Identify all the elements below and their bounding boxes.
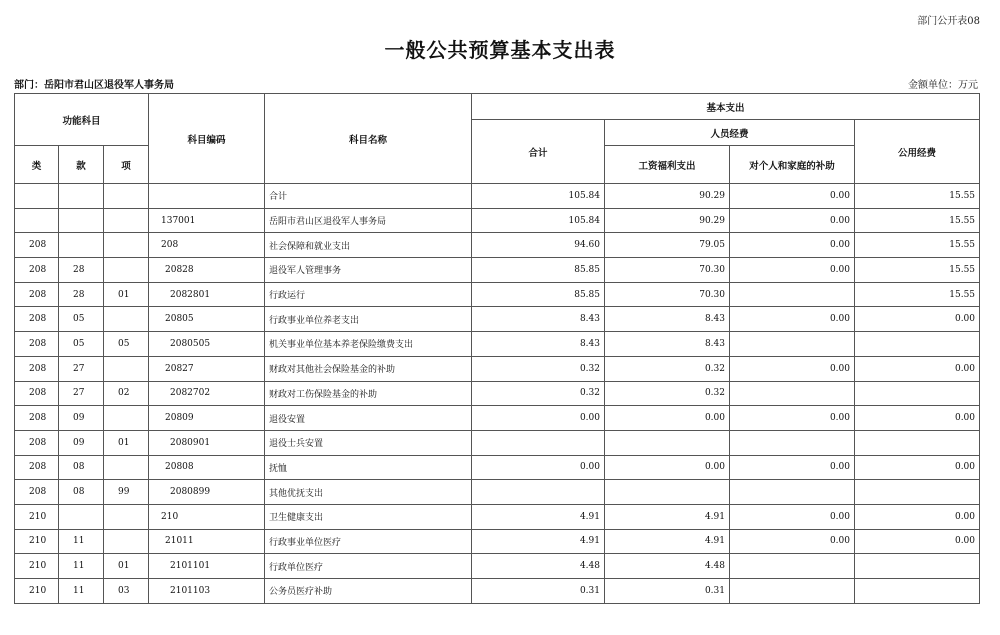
cell-lei: 208 <box>15 406 59 431</box>
table-row <box>15 406 980 431</box>
cell-wage: 0.00 <box>605 406 730 431</box>
cell-subsidy: 0.00 <box>730 233 855 258</box>
cell-public: 0.00 <box>855 455 980 480</box>
cell-total: 85.85 <box>472 282 605 307</box>
cell-xiang <box>104 258 149 283</box>
cell-total: 0.00 <box>472 455 605 480</box>
cell-xiang: 01 <box>104 430 149 455</box>
cell-lei: 210 <box>15 504 59 529</box>
cell-name: 抚恤 <box>265 455 472 480</box>
cell-name: 其他优抚支出 <box>265 480 472 505</box>
cell-total: 4.91 <box>472 504 605 529</box>
department-label: 部门：岳阳市君山区退役军人事务局 <box>14 80 174 91</box>
cell-name: 行政事业单位医疗 <box>265 529 472 554</box>
cell-public: 0.00 <box>855 307 980 332</box>
cell-name: 公务员医疗补助 <box>265 579 472 604</box>
cell-code: 20828 <box>149 258 265 283</box>
cell-kuan <box>59 504 104 529</box>
cell-public <box>855 480 980 505</box>
cell-public: 0.00 <box>855 529 980 554</box>
cell-name: 行政单位医疗 <box>265 554 472 579</box>
cell-public: 0.00 <box>855 504 980 529</box>
cell-lei: 210 <box>15 579 59 604</box>
cell-code: 210 <box>149 504 265 529</box>
cell-code: 2080901 <box>149 430 265 455</box>
cell-name: 财政对工伤保险基金的补助 <box>265 381 472 406</box>
cell-subsidy: 0.00 <box>730 455 855 480</box>
cell-kuan: 11 <box>59 579 104 604</box>
cell-subsidy <box>730 381 855 406</box>
header-wage: 工资福利支出 <box>605 146 730 184</box>
cell-wage: 70.30 <box>605 258 730 283</box>
cell-code: 21011 <box>149 529 265 554</box>
cell-code: 20808 <box>149 455 265 480</box>
cell-kuan: 11 <box>59 529 104 554</box>
header-lei: 类 <box>15 146 59 184</box>
cell-public: 15.55 <box>855 282 980 307</box>
cell-xiang: 99 <box>104 480 149 505</box>
cell-lei <box>15 184 59 209</box>
cell-lei: 208 <box>15 282 59 307</box>
header-subsidy: 对个人和家庭的补助 <box>730 146 855 184</box>
cell-subsidy: 0.00 <box>730 504 855 529</box>
cell-public: 15.55 <box>855 233 980 258</box>
header-personnel: 人员经费 <box>605 120 855 146</box>
cell-xiang: 01 <box>104 282 149 307</box>
cell-total: 105.84 <box>472 208 605 233</box>
cell-wage: 8.43 <box>605 332 730 357</box>
cell-name: 机关事业单位基本养老保险缴费支出 <box>265 332 472 357</box>
cell-xiang: 03 <box>104 579 149 604</box>
cell-code: 208 <box>149 233 265 258</box>
cell-xiang: 02 <box>104 381 149 406</box>
form-code: 部门公开表08 <box>917 16 980 27</box>
cell-total: 105.84 <box>472 184 605 209</box>
cell-kuan: 28 <box>59 258 104 283</box>
cell-total: 0.00 <box>472 406 605 431</box>
table-row <box>15 233 980 258</box>
cell-wage: 70.30 <box>605 282 730 307</box>
cell-public <box>855 554 980 579</box>
cell-xiang <box>104 307 149 332</box>
cell-subsidy: 0.00 <box>730 529 855 554</box>
cell-xiang <box>104 529 149 554</box>
table-row <box>15 455 980 480</box>
header-code: 科目编码 <box>149 94 265 184</box>
cell-public: 15.55 <box>855 258 980 283</box>
cell-public: 15.55 <box>855 208 980 233</box>
cell-wage: 79.05 <box>605 233 730 258</box>
cell-lei: 208 <box>15 381 59 406</box>
cell-code: 2082702 <box>149 381 265 406</box>
header-func-subject: 功能科目 <box>15 94 149 146</box>
header-public: 公用经费 <box>855 120 980 184</box>
table-row <box>15 307 980 332</box>
table-row <box>15 504 980 529</box>
cell-public: 15.55 <box>855 184 980 209</box>
cell-subsidy: 0.00 <box>730 356 855 381</box>
cell-code: 20827 <box>149 356 265 381</box>
cell-xiang <box>104 208 149 233</box>
cell-kuan: 27 <box>59 356 104 381</box>
cell-xiang <box>104 504 149 529</box>
cell-code: 20809 <box>149 406 265 431</box>
cell-code: 137001 <box>149 208 265 233</box>
cell-subsidy <box>730 282 855 307</box>
cell-total: 0.32 <box>472 356 605 381</box>
cell-wage: 4.91 <box>605 529 730 554</box>
cell-wage: 0.32 <box>605 381 730 406</box>
cell-code: 2101101 <box>149 554 265 579</box>
cell-lei: 208 <box>15 480 59 505</box>
cell-public <box>855 332 980 357</box>
cell-subsidy <box>730 480 855 505</box>
cell-lei: 208 <box>15 233 59 258</box>
cell-kuan <box>59 184 104 209</box>
cell-kuan <box>59 208 104 233</box>
table-body <box>15 184 980 604</box>
table-row <box>15 208 980 233</box>
cell-wage <box>605 480 730 505</box>
cell-code: 2080899 <box>149 480 265 505</box>
table-row <box>15 184 980 209</box>
cell-code: 2101103 <box>149 579 265 604</box>
cell-wage: 4.91 <box>605 504 730 529</box>
cell-subsidy <box>730 430 855 455</box>
header-kuan: 款 <box>59 146 104 184</box>
cell-total: 4.48 <box>472 554 605 579</box>
cell-subsidy: 0.00 <box>730 307 855 332</box>
cell-total: 4.91 <box>472 529 605 554</box>
header-basic: 基本支出 <box>472 94 980 120</box>
cell-lei: 210 <box>15 554 59 579</box>
cell-lei: 208 <box>15 258 59 283</box>
table-row <box>15 282 980 307</box>
cell-public: 0.00 <box>855 356 980 381</box>
cell-xiang <box>104 406 149 431</box>
page-title: 一般公共预算基本支出表 <box>384 38 616 62</box>
table-row <box>15 381 980 406</box>
cell-code: 2082801 <box>149 282 265 307</box>
cell-public <box>855 579 980 604</box>
cell-name: 行政运行 <box>265 282 472 307</box>
cell-name: 退役安置 <box>265 406 472 431</box>
cell-wage: 0.00 <box>605 455 730 480</box>
table-row <box>15 579 980 604</box>
cell-kuan: 05 <box>59 307 104 332</box>
table-row <box>15 356 980 381</box>
cell-lei <box>15 208 59 233</box>
cell-subsidy: 0.00 <box>730 406 855 431</box>
cell-subsidy <box>730 579 855 604</box>
cell-xiang: 05 <box>104 332 149 357</box>
table-row <box>15 554 980 579</box>
cell-lei: 208 <box>15 356 59 381</box>
cell-name: 岳阳市君山区退役军人事务局 <box>265 208 472 233</box>
cell-kuan: 08 <box>59 480 104 505</box>
cell-total: 8.43 <box>472 332 605 357</box>
cell-kuan: 11 <box>59 554 104 579</box>
table-row <box>15 430 980 455</box>
unit-label: 金额单位：万元 <box>908 80 978 91</box>
cell-lei: 208 <box>15 455 59 480</box>
cell-xiang <box>104 455 149 480</box>
cell-wage: 90.29 <box>605 184 730 209</box>
cell-xiang <box>104 233 149 258</box>
cell-lei: 210 <box>15 529 59 554</box>
cell-subsidy <box>730 332 855 357</box>
cell-lei: 208 <box>15 430 59 455</box>
cell-name: 财政对其他社会保险基金的补助 <box>265 356 472 381</box>
header-xiang: 项 <box>104 146 149 184</box>
cell-total: 85.85 <box>472 258 605 283</box>
cell-code <box>149 184 265 209</box>
cell-name: 合计 <box>265 184 472 209</box>
cell-name: 行政事业单位养老支出 <box>265 307 472 332</box>
cell-subsidy: 0.00 <box>730 208 855 233</box>
cell-public <box>855 430 980 455</box>
cell-wage: 4.48 <box>605 554 730 579</box>
cell-public: 0.00 <box>855 406 980 431</box>
cell-subsidy: 0.00 <box>730 258 855 283</box>
cell-code: 20805 <box>149 307 265 332</box>
cell-total: 0.31 <box>472 579 605 604</box>
cell-total <box>472 480 605 505</box>
cell-subsidy <box>730 554 855 579</box>
cell-name: 退役军人管理事务 <box>265 258 472 283</box>
cell-wage <box>605 430 730 455</box>
cell-code: 2080505 <box>149 332 265 357</box>
cell-kuan <box>59 233 104 258</box>
cell-kuan: 27 <box>59 381 104 406</box>
header-total: 合计 <box>472 120 605 184</box>
cell-name: 退役士兵安置 <box>265 430 472 455</box>
cell-total: 0.32 <box>472 381 605 406</box>
cell-subsidy: 0.00 <box>730 184 855 209</box>
cell-kuan: 09 <box>59 430 104 455</box>
table-row <box>15 332 980 357</box>
cell-public <box>855 381 980 406</box>
table-row <box>15 480 980 505</box>
table-row <box>15 258 980 283</box>
cell-wage: 90.29 <box>605 208 730 233</box>
cell-kuan: 08 <box>59 455 104 480</box>
cell-total: 94.60 <box>472 233 605 258</box>
cell-total <box>472 430 605 455</box>
cell-name: 社会保障和就业支出 <box>265 233 472 258</box>
cell-lei: 208 <box>15 307 59 332</box>
cell-lei: 208 <box>15 332 59 357</box>
cell-kuan: 09 <box>59 406 104 431</box>
budget-table <box>14 93 980 604</box>
cell-wage: 8.43 <box>605 307 730 332</box>
cell-wage: 0.31 <box>605 579 730 604</box>
cell-wage: 0.32 <box>605 356 730 381</box>
cell-kuan: 28 <box>59 282 104 307</box>
cell-xiang <box>104 356 149 381</box>
table-row <box>15 529 980 554</box>
header-name: 科目名称 <box>265 94 472 184</box>
cell-total: 8.43 <box>472 307 605 332</box>
cell-name: 卫生健康支出 <box>265 504 472 529</box>
cell-xiang: 01 <box>104 554 149 579</box>
cell-xiang <box>104 184 149 209</box>
cell-kuan: 05 <box>59 332 104 357</box>
